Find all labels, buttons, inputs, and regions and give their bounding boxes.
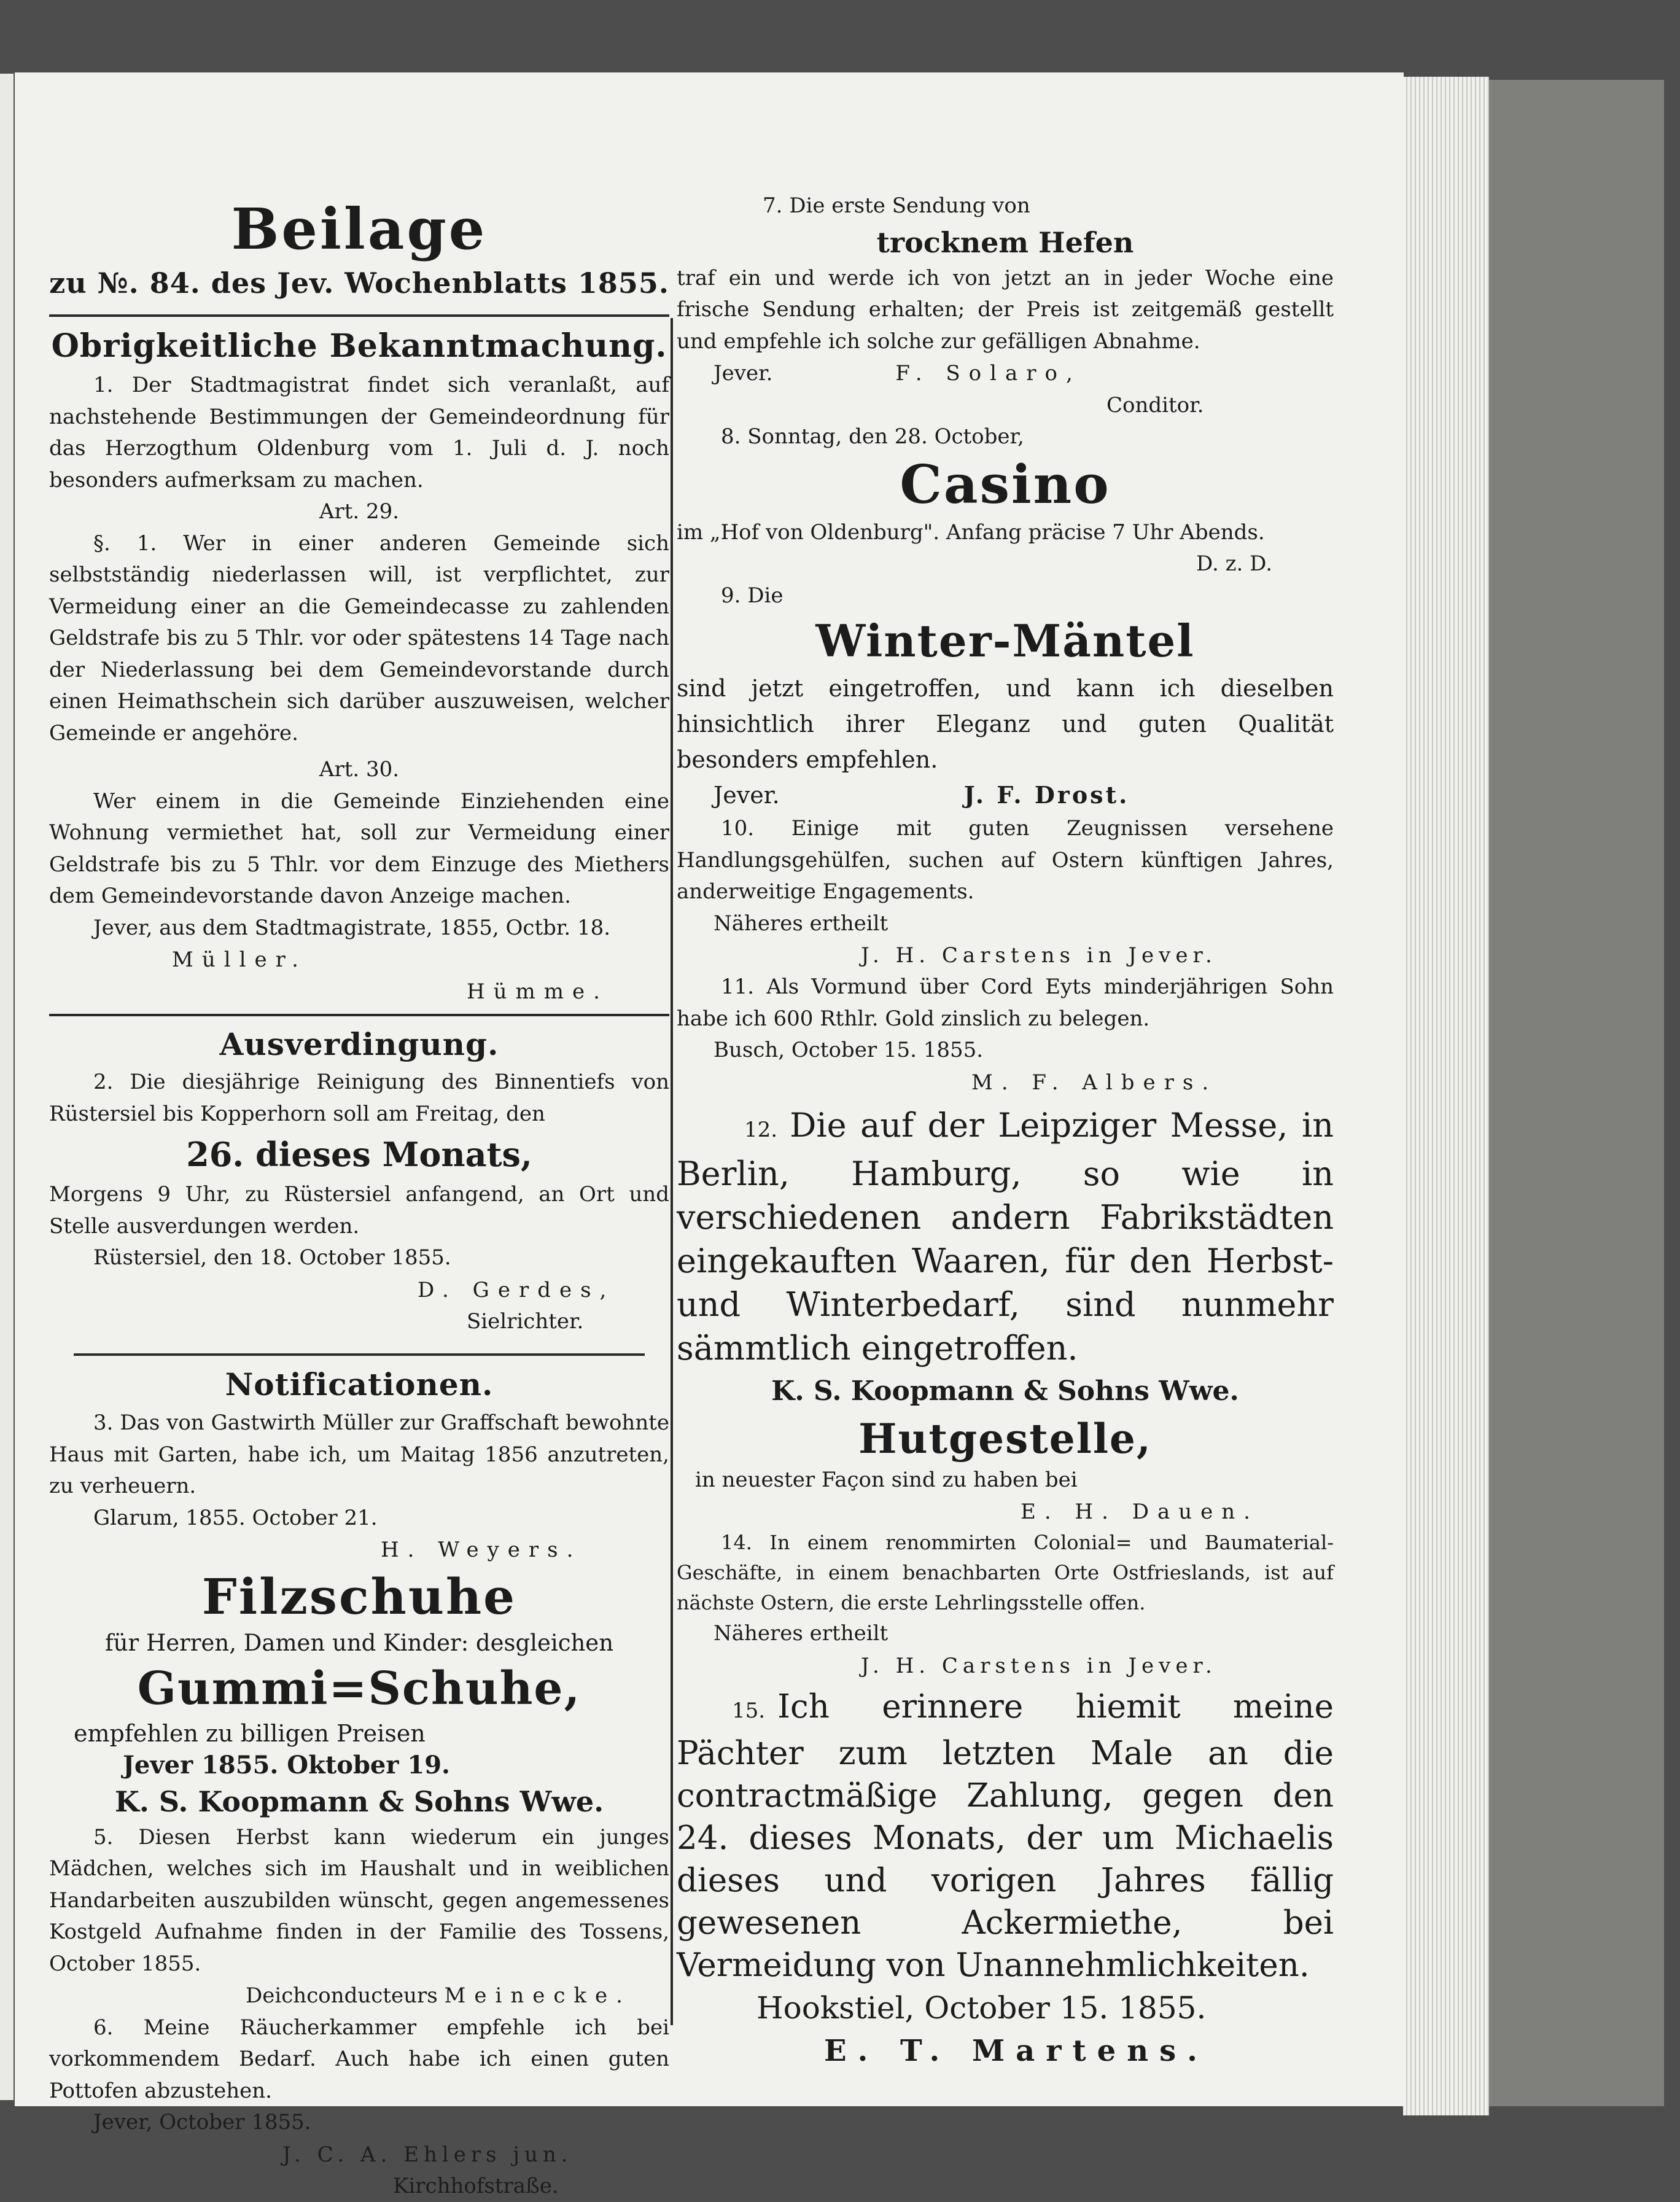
notice-text: 3. Das von Gastwirth Müller zur Graffschaft bewohnte Haus mit Garten, habe ich, um Maitag 1856 anzutreten, zu verheuern. (49, 1407, 669, 1503)
announcement-intro: 1. Der Stadtmagistrat findet sich veranlaßt, auf nachstehende Bestimmungen der Gemeindeordnung für das Herzogthum Oldenburg vom 1. Juli d. J. noch besonders aufmerksam zu machen. (49, 370, 669, 496)
article-text: §. 1. Wer in einer anderen Gemeinde sich selbstständig niederlassen will, ist verpflichtet, zur Vermeidung einer an die Gemeindecasse zu zahlenden Geldstrafe bis zu 5 Thlr. vor oder spätestens 14 Tage nach der Niederlassung bei dem Gemeindevorstande durch einen Heimathschein sich darüber auszuweisen, welcher Gemeinde er angehöre. (49, 528, 669, 750)
newspaper-page (15, 72, 1404, 2106)
ad-text: 6. Meine Räucherkammer empfehle ich bei vorkommendem Bedarf. Auch habe ich einen guten Pottofen abzustehen. (49, 2012, 669, 2107)
place: Jever. (714, 782, 780, 809)
ad-more: Näheres ertheilt (677, 908, 1334, 940)
signature: F. Solaro, (772, 361, 1081, 386)
official-announcement (49, 323, 669, 1008)
ad-text: traf ein und werde ich von jetzt an in jeder Woche eine frische Sendung erhalten; der Preis ist zeitgemäß gestellt und empfehle ich solche zur gefälligen Abnahme. (677, 263, 1334, 358)
signature: Müller. (49, 944, 669, 976)
notice-text: Morgens 9 Uhr, zu Rüstersiel anfangend, an Ort und Stelle ausverdungen werden. (49, 1179, 669, 1242)
left-column (49, 195, 669, 2202)
page-edges (1403, 77, 1489, 2115)
dateline: Jever, aus dem Stadtmagistrate, 1855, Octbr. 18. (49, 912, 669, 944)
signature-prefix: Deichconducteurs (246, 1983, 438, 2008)
signature: E. H. Dauen. (677, 1496, 1334, 1528)
ad-headline: Winter-Mäntel (677, 612, 1334, 671)
tender-notice (49, 1022, 669, 1337)
yeast-ad (677, 190, 1334, 421)
section-heading: Notificationen. (49, 1362, 669, 1407)
masthead-subtitle: zu №. 84. des Jev. Wochenblatts 1855. (49, 263, 669, 303)
smokehouse-ad (49, 2012, 669, 2202)
ad-headline: trocknem Hefen (677, 222, 1334, 263)
clerks-ad (677, 813, 1334, 971)
place: Jever. (714, 361, 772, 386)
ad-text: sind jetzt eingetroffen, und kann ich dieselben hinsichtlich ihrer Eleganz und guten Qualität besonders empfehlen. (677, 671, 1334, 777)
ad-text: 14. In einem renommirten Colonial= und Baumaterial-Geschäfte, in einem benachbarten Orte Ostfrieslands, ist auf nächste Ostern, die erste Lehrlingsstelle offen. (677, 1528, 1334, 1618)
dateline: Jever, October 1855. (49, 2107, 669, 2139)
dateline: Busch, October 15. 1855. (677, 1035, 1334, 1067)
ad-lead: 7. Die erste Sendung von (677, 190, 1334, 222)
signature: J. H. Carstens in Jever. (677, 1650, 1334, 1682)
ad-headline: Filzschuhe (49, 1566, 669, 1627)
highlight-date: 26. dieses Monats, (49, 1130, 669, 1179)
ad-text: im „Hof von Oldenburg". Anfang präcise 7 Uhr Abends. (677, 517, 1334, 549)
masthead-rule (49, 314, 669, 317)
ad-text: für Herren, Damen und Kinder: desgleichen (49, 1627, 669, 1659)
signature: J. F. Drost. (780, 781, 1130, 809)
signature-line (677, 777, 1334, 813)
signature: J. H. Carstens in Jever. (677, 940, 1334, 971)
ad-text: in neuester Façon sind zu haben bei (677, 1465, 1334, 1496)
ad-headline: Gummi=Schuhe, (49, 1659, 669, 1718)
signature-address: Kirchhofstraße. (49, 2171, 669, 2202)
ad-lead: 8. Sonntag, den 28. October, (677, 421, 1334, 453)
column-divider (671, 318, 673, 2025)
ad-body: Ich erinnere hiemit meine Pächter zum letzten Male an die contractmäßige Zahlung, gegen den 24. dieses Monats, der um Michaelis dieses und vorigen Jahres fällig gewesenen Ackermiethe, bei Vermeidung von Unannehmlichkeiten. (677, 1688, 1334, 1984)
section-rule (74, 1353, 645, 1356)
adjacent-page-edge (0, 74, 14, 2100)
masthead-title: Beilage (49, 195, 669, 263)
dateline: Hookstiel, October 15. 1855. (677, 1986, 1334, 2029)
apprenticeship-ad (677, 1528, 1334, 1682)
ad-text: 11. Als Vormund über Cord Eyts minderjährigen Sohn habe ich 600 Rthlr. Gold zinslich zu belegen. (677, 971, 1334, 1035)
ad-more: Näheres ertheilt (677, 1618, 1334, 1650)
signature: D. Gerdes, (49, 1274, 669, 1306)
firm-name: K. S. Koopmann & Sohns Wwe. (49, 1781, 669, 1822)
ad-date: Jever 1855. Oktober 19. (49, 1749, 669, 1781)
section-heading: Ausverdingung. (49, 1022, 669, 1067)
ad-text (677, 1686, 1334, 1986)
ad-number: 12. (677, 1118, 790, 1142)
firm-name: K. S. Koopmann & Sohns Wwe. (677, 1370, 1334, 1413)
apprentice-girl-ad (49, 1822, 669, 2012)
rent-reminder-ad (677, 1686, 1334, 2072)
signature: Hümme. (49, 976, 669, 1008)
signature: J. C. A. Ehlers jun. (49, 2139, 669, 2171)
ad-headline: Casino (677, 453, 1334, 517)
notifications (49, 1362, 669, 1566)
right-column (677, 190, 1334, 2072)
ad-text: 10. Einige mit guten Zeugnissen versehene Handlungsgehülfen, suchen auf Ostern künftigen Jahres, anderweitige Engagements. (677, 813, 1334, 908)
signature-line (677, 357, 1334, 390)
felt-shoes-ad (49, 1566, 669, 1822)
section-heading: Obrigkeitliche Bekanntmachung. (49, 323, 669, 370)
winter-coats-ad (677, 580, 1334, 814)
signature-line (49, 1980, 669, 2012)
ad-text: empfehlen zu billigen Preisen (49, 1718, 669, 1750)
signature: Meinecke. (445, 1983, 631, 2008)
casino-ad (677, 421, 1334, 580)
ad-lead: 9. Die (677, 580, 1334, 612)
ad-text (677, 1103, 1334, 1370)
article-text: Wer einem in die Gemeinde Einziehenden eine Wohnung vermiethet hat, soll zur Vermeidung einer Geldstrafe bis zu 5 Thlr. vor dem Einzuge des Miethers dem Gemeindevorstande davon Anzeige machen. (49, 786, 669, 912)
signature: E. T. Martens. (677, 2029, 1334, 2072)
notice-text: 2. Die diesjährige Reinigung des Binnentiefs von Rüstersiel bis Kopperhorn soll am Freitag, den (49, 1067, 669, 1130)
signature: M. F. Albers. (677, 1067, 1334, 1099)
loan-ad (677, 971, 1334, 1099)
ad-headline: Hutgestelle, (677, 1413, 1334, 1465)
signature-title: Sielrichter. (49, 1306, 669, 1338)
ad-text: 5. Diesen Herbst kann wiederum ein junges Mädchen, welches sich im Haushalt und in weiblichen Handarbeiten auszubilden wünscht, gegen angemessenes Kostgeld Aufnahme finden in der Familie des Tossens, October 1855. (49, 1822, 669, 1980)
ad-body: Die auf der Leipziger Messe, in Berlin, Hamburg, so wie in verschiedenen andern Fabrikstädten eingekauften Waaren, für den Herbst- und Winterbedarf, sind nunmehr sämmtlich eingetroffen. (677, 1106, 1334, 1367)
article-number: Art. 29. (49, 496, 669, 528)
goods-arrival-ad (677, 1103, 1334, 1413)
signature-title: Conditor. (677, 390, 1334, 422)
section-rule (49, 1014, 669, 1016)
hat-frames-ad (677, 1413, 1334, 1528)
signature: D. z. D. (677, 548, 1334, 580)
article-number: Art. 30. (49, 754, 669, 786)
dateline: Glarum, 1855. October 21. (49, 1503, 669, 1535)
dateline: Rüstersiel, den 18. October 1855. (49, 1242, 669, 1274)
signature: H. Weyers. (49, 1534, 669, 1566)
ad-number: 15. (677, 1698, 777, 1723)
